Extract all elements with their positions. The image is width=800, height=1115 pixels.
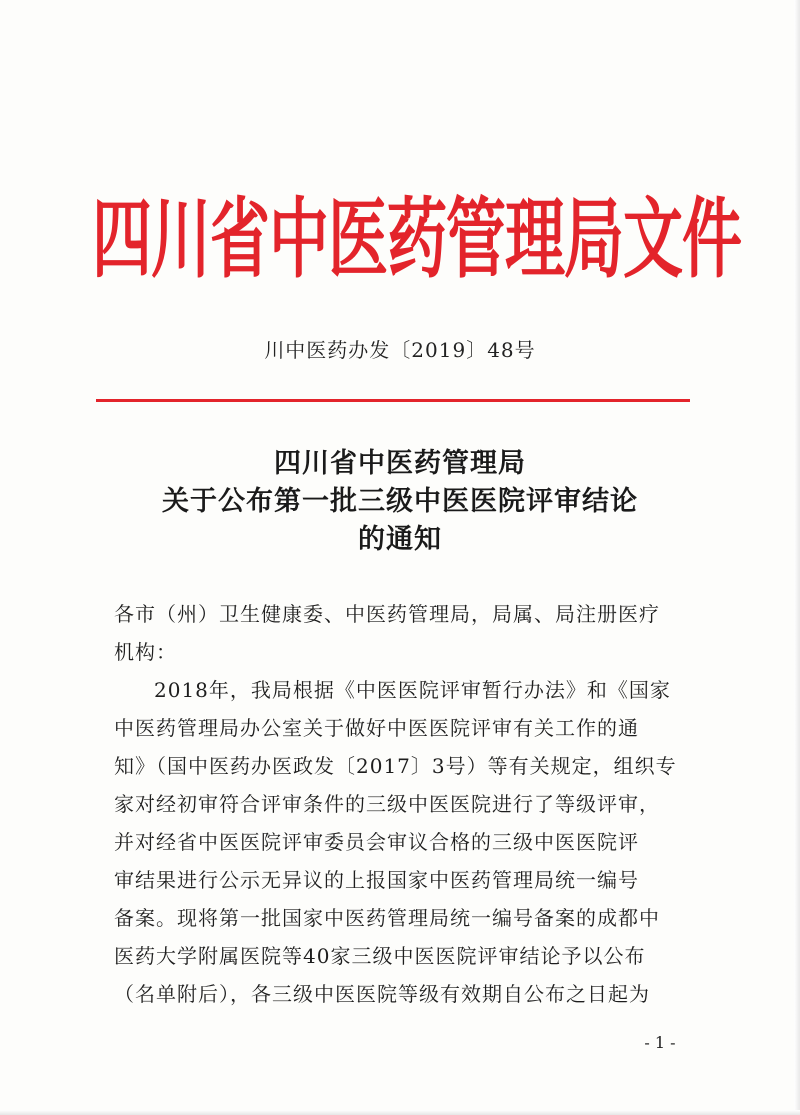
paragraph-line: 审结果进行公示无异议的上报国家中医药管理局统一编号 bbox=[114, 868, 639, 892]
notice-title bbox=[0, 445, 800, 559]
title-line-2: 关于公布第一批三级中医医院评审结论 bbox=[162, 486, 638, 517]
title-line-1: 四川省中医药管理局 bbox=[274, 448, 526, 479]
document-number: 川中医药办发〔2019〕48号 bbox=[264, 338, 536, 362]
paragraph-line: 家对经初审符合评审条件的三级中医医院进行了等级评审， bbox=[114, 792, 660, 816]
addressee-line-1: 各市（州）卫生健康委、中医药管理局，局属、局注册医疗 bbox=[114, 602, 660, 626]
addressee-line-2: 机构： bbox=[114, 640, 177, 664]
paragraph-line: 备案。现将第一批国家中医药管理局统一编号备案的成都中 bbox=[114, 906, 660, 930]
page-number: - 1 - bbox=[644, 1033, 676, 1052]
paragraph-line: （名单附后），各三级中医医院等级有效期自公布之日起为 bbox=[114, 982, 650, 1006]
paragraph-line: 医药大学附属医院等40家三级中医医院评审结论予以公布 bbox=[114, 944, 646, 968]
scan-edge-bottom bbox=[0, 1110, 800, 1115]
paragraph-line: 并对经省中医医院评审委员会审议合格的三级中医医院评 bbox=[114, 830, 639, 854]
scan-edge-right bbox=[794, 0, 800, 1115]
paragraph-line: 中医药管理局办公室关于做好中医医院评审有关工作的通 bbox=[114, 716, 639, 740]
title-line-3: 的通知 bbox=[358, 524, 442, 555]
body-text bbox=[114, 595, 677, 1013]
red-divider-line bbox=[96, 399, 690, 402]
masthead-title: 四川省中医药管理局文件 bbox=[92, 189, 741, 291]
paragraph-line: 知》（国中医药办医政发〔2017〕3号）等有关规定，组织专 bbox=[114, 754, 677, 778]
paragraph-line: 2018年，我局根据《中医医院评审暂行办法》和《国家 bbox=[154, 678, 671, 702]
